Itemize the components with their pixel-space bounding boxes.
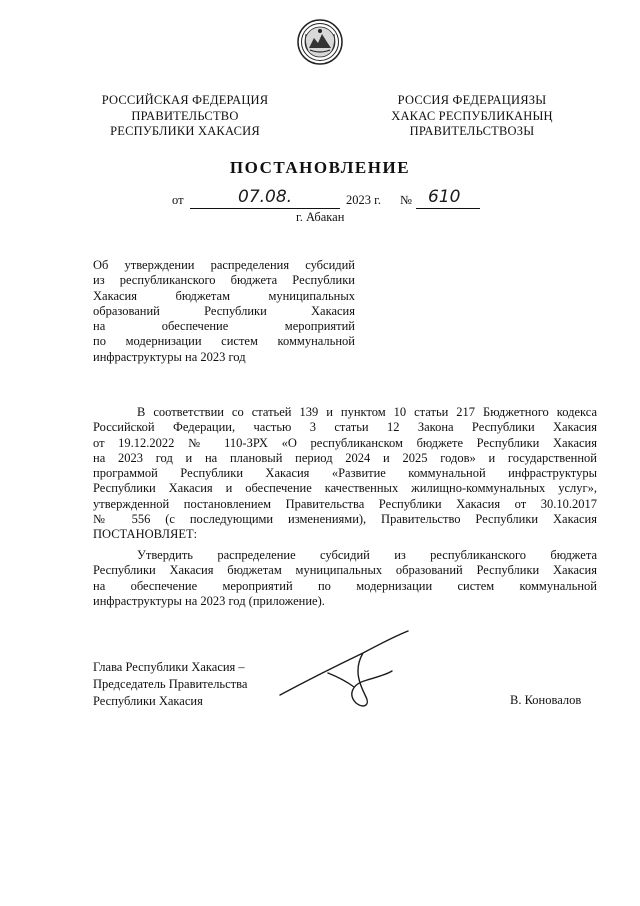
signatory-position-line: Председатель Правительства — [93, 677, 248, 691]
number-underline — [416, 208, 480, 209]
handwritten-date: 07.08. — [238, 187, 293, 207]
signatory-position-line: Республики Хакасия — [93, 694, 203, 708]
subject-block — [93, 258, 355, 365]
header-right-line: РОССИЯ ФЕДЕРАЦИЯЗЫ — [397, 93, 547, 107]
paragraph-line: Утвердить распределение субсидий из республиканского бюджета — [137, 548, 597, 562]
paragraph-line: В соответствии со статьей 139 и пунктом 10 статьи 217 Бюджетного кодекса — [137, 405, 597, 419]
paragraph-line: Российской Федерации, частью 3 статьи 12 Закона Республики Хакасия — [93, 420, 597, 435]
resolution-paragraph — [93, 548, 597, 609]
header-left — [95, 93, 275, 140]
subject-line: по модернизации систем коммунальной — [93, 334, 355, 349]
handwritten-number: 610 — [428, 187, 461, 207]
paragraph-line: на обеспечение мероприятий по модернизации систем коммунальной — [93, 578, 597, 593]
subject-line: из республиканского бюджета Республики — [93, 273, 355, 288]
header-left-line: РОССИЙСКАЯ ФЕДЕРАЦИЯ — [101, 93, 269, 107]
preamble-paragraph — [93, 405, 597, 543]
subject-line: на обеспечение мероприятий — [93, 319, 355, 334]
header-right-line: ХАКАС РЕСПУБЛИКАНЫҢ — [391, 108, 553, 123]
paragraph-line: утвержденной постановлением Правительства Республики Хакасия от 30.10.2017 — [93, 496, 597, 511]
number-label: № — [400, 193, 412, 207]
signatory-name: В. Коновалов — [510, 693, 582, 707]
paragraph-line: на 2023 год и на плановый период 2024 и 2025 годов» и государственной — [93, 450, 597, 465]
paragraph-line: Республики Хакасия и обеспечение качественных жилищно-коммунальных услуг», — [93, 481, 597, 496]
city: г. Абакан — [296, 210, 345, 224]
subject-line: инфраструктуры на 2023 год — [93, 349, 246, 364]
paragraph-line: ПОСТАНОВЛЯЕТ: — [93, 527, 198, 542]
date-year: 2023 г. — [346, 193, 381, 207]
coat-of-arms-emblem — [296, 18, 344, 66]
header-right-line: ПРАВИТЕЛЬСТВОЗЫ — [409, 124, 535, 138]
date-underline — [190, 208, 340, 209]
subject-line: образований Республики Хакасия — [93, 303, 355, 318]
paragraph-line: программой Республики Хакасия «Развитие коммунальной инфраструктуры — [93, 466, 597, 481]
date-from-label: от — [172, 193, 184, 207]
paragraph-line: Республики Хакасия бюджетам муниципальных образований Республики Хакасия — [93, 563, 597, 578]
header-right — [382, 93, 562, 140]
header-left-line: РЕСПУБЛИКИ ХАКАСИЯ — [110, 124, 260, 138]
signatory-position — [93, 659, 247, 710]
handwritten-signature — [268, 625, 418, 715]
subject-line: Хакасия бюджетам муниципальных — [93, 288, 355, 303]
document-title: ПОСТАНОВЛЕНИЕ — [229, 158, 411, 177]
signatory-position-line: Глава Республики Хакасия – — [93, 660, 245, 674]
header-left-line: ПРАВИТЕЛЬСТВО — [131, 108, 239, 123]
paragraph-line: от 19.12.2022 № 110-ЗРХ «О республиканском бюджете Республики Хакасия — [93, 435, 597, 450]
paragraph-line: № 556 (с последующими изменениями), Правительство Республики Хакасия — [93, 512, 597, 527]
paragraph-line: инфраструктуры на 2023 год (приложение). — [93, 593, 325, 608]
subject-line: Об утверждении распределения субсидий — [93, 258, 355, 272]
